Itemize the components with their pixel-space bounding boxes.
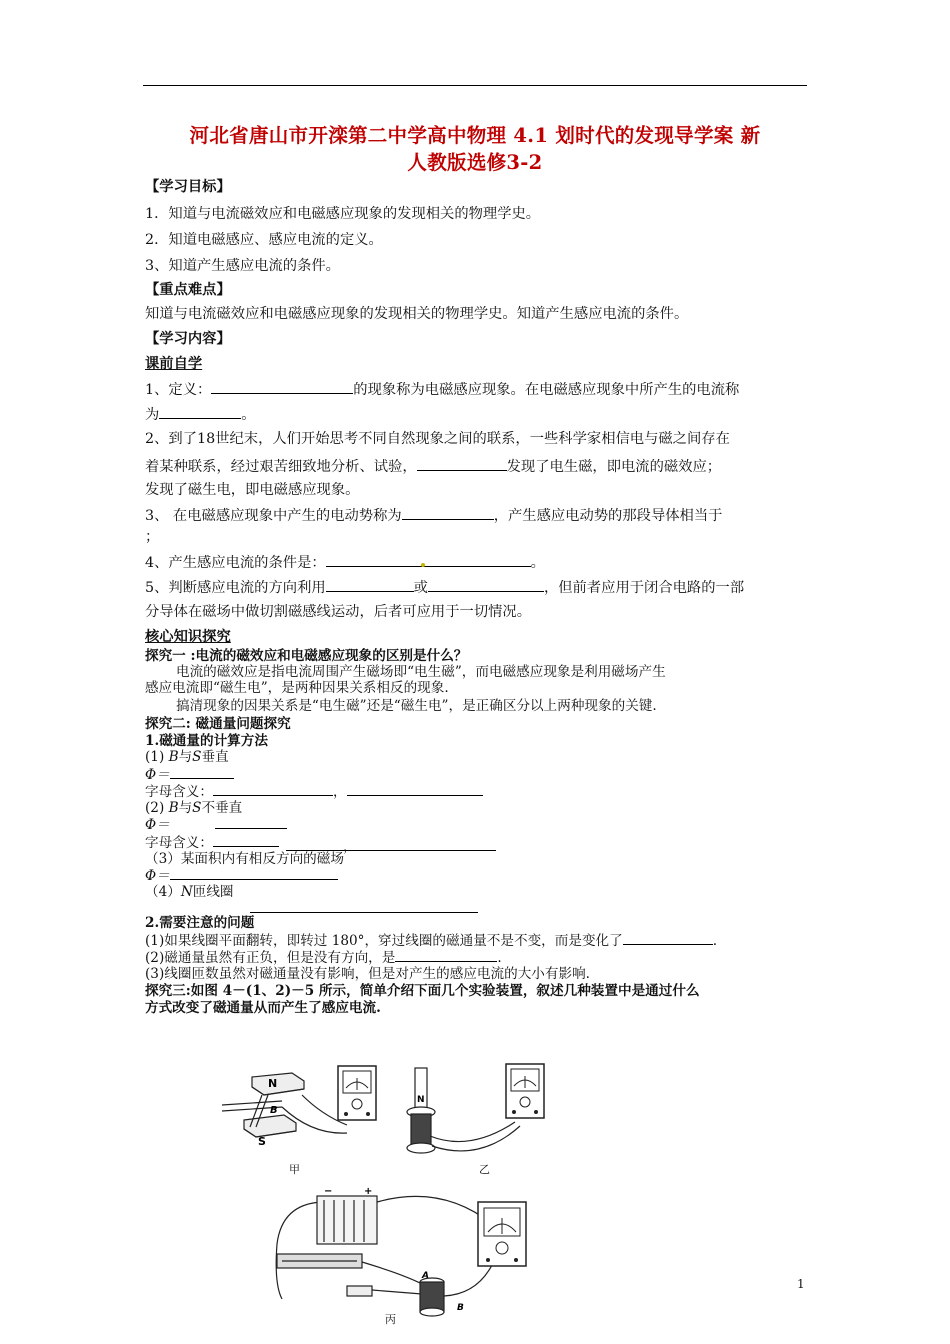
answer-blank[interactable] [250, 912, 478, 913]
case-3: （3）某面积内有相反方向的磁场 [145, 851, 344, 867]
answer-blank[interactable] [428, 577, 544, 592]
figure-label-jia: 甲 [289, 1163, 300, 1176]
dot-mark [421, 563, 425, 567]
note-3: (3)线圈匝数虽然对磁通量没有影响，但是对产生的感应电流的大小有影响. [145, 966, 590, 982]
case-2-letters: 字母含义： [145, 834, 279, 851]
exploration-1-p2: 搞清现象的因果关系是“电生磁”还是“磁生电”，是正确区分以上两种现象的关键. [176, 698, 657, 714]
answer-blank[interactable] [395, 949, 497, 962]
objective-1: 1．知道与电流磁效应和电磁感应现象的发现相关的物理学史。 [145, 206, 541, 222]
label-n: N [268, 1077, 278, 1090]
question-3-cont: ； [145, 529, 160, 545]
label-b: B [457, 1303, 464, 1313]
exploration-1-p1-cont: 感应电流即“磁生电”，是两种因果关系相反的现象. [145, 680, 449, 696]
galvanometer-icon [474, 1198, 530, 1270]
answer-blank[interactable] [170, 766, 234, 779]
answer-blank[interactable] [213, 783, 333, 796]
label-plus: + [364, 1186, 373, 1197]
document-title [145, 122, 805, 176]
label-b: B [270, 1105, 278, 1116]
label-minus: − [324, 1186, 333, 1197]
exploration-1-p1: 电流的磁效应是指电流周围产生磁场即“电生磁”，而电磁感应现象是利用磁场产生 [176, 664, 666, 680]
header-rule [143, 85, 807, 86]
note-2: (2)磁通量虽然有正负，但是没有方向，是 . [145, 950, 502, 966]
question-5-cont: 分导体在磁场中做切割磁感线运动，后者可应用于一切情况。 [145, 604, 532, 620]
objective-2: 2．知道电磁感应、感应电流的定义。 [145, 232, 383, 248]
answer-blank[interactable] [417, 456, 507, 471]
core-heading: 核心知识探究 [145, 629, 231, 645]
question-2-cont: 着某种联系，经过艰苦细致地分析、试验， 发现了电生磁，即电流的磁效应； [145, 456, 721, 476]
objectives-heading: 【学习目标】 [145, 179, 231, 195]
flux-calc-heading: 1.磁通量的计算方法 [145, 733, 268, 749]
answer-blank[interactable] [623, 932, 713, 945]
page-number: 1 [797, 1277, 805, 1291]
keypoints-heading: 【重点难点】 [145, 282, 231, 298]
figure-label-yi: 乙 [479, 1163, 490, 1176]
galvanometer-icon [334, 1062, 380, 1124]
question-2: 2、到了18世纪末，人们开始思考不同自然现象之间的联系，一些科学家相信电与磁之间存在 [145, 431, 730, 447]
case-2: (2) B与S不垂直 [145, 800, 243, 816]
case-4: （4）N匝线圈 [145, 884, 234, 900]
label-n: N [417, 1095, 425, 1105]
answer-blank[interactable] [326, 552, 531, 567]
question-4: 4、产生感应电流的条件是： 。 [145, 552, 545, 572]
comma: ， [343, 839, 357, 855]
question-3: 3、 在电磁感应现象中产生的电动势称为 ，产生感应电动势的那段导体相当于 [145, 505, 722, 525]
exploration-3: 探究三:如图 4－(1、2)－5 所示，简单介绍下面几个实验装置，叙述几种装置中是通过什么 [145, 983, 700, 999]
exploration-2-heading: 探究二: 磁通量问题探究 [145, 716, 291, 732]
question-1: 1、定义： 的现象称为电磁感应现象。在电磁感应现象中所产生的电流称 [145, 379, 739, 399]
answer-blank[interactable] [170, 867, 338, 880]
keypoints-text: 知道与电流磁效应和电磁感应现象的发现相关的物理学史。知道产生感应电流的条件。 [145, 306, 689, 322]
exploration-3-cont: 方式改变了磁通量从而产生了感应电流. [145, 1000, 381, 1016]
galvanometer-icon [502, 1060, 548, 1122]
case-2-phi: Φ＝ [145, 817, 170, 833]
answer-blank[interactable] [402, 505, 494, 520]
answer-blank[interactable] [211, 379, 353, 394]
exploration-1-heading: 探究一 :电流的磁效应和电磁感应现象的区别是什么？ [145, 648, 468, 664]
label-s: S [258, 1135, 266, 1148]
label-a: A [422, 1271, 429, 1281]
case-1: (1) B与S垂直 [145, 749, 229, 765]
answer-blank[interactable] [347, 783, 483, 796]
case-1-phi: Φ＝ [145, 766, 234, 783]
question-5: 5、判断感应电流的方向利用 或 ，但前者应用于闭合电路的一部 [145, 577, 744, 597]
content-heading: 【学习内容】 [145, 331, 231, 347]
answer-blank[interactable] [326, 577, 414, 592]
answer-blank[interactable] [159, 404, 241, 419]
answer-blank[interactable] [213, 834, 279, 847]
answer-blank[interactable] [215, 828, 287, 829]
notes-heading: 2.需要注意的问题 [145, 915, 255, 931]
objective-3: 3、知道产生感应电流的条件。 [145, 258, 340, 274]
case-3-phi: Φ＝ [145, 867, 338, 884]
title-line-1: 河北省唐山市开滦第二中学高中物理 4.1 划时代的发现导学案 新 [189, 124, 761, 147]
figure-label-bing: 丙 [385, 1313, 396, 1326]
title-line-2: 人教版选修3-2 [407, 151, 543, 174]
question-2-cont2: 发现了磁生电，即电磁感应现象。 [145, 482, 360, 498]
note-1: (1)如果线圈平面翻转，即转过 180°，穿过线圈的磁通量不是不变，而是变化了 . [145, 933, 718, 949]
self-study-heading: 课前自学 [145, 356, 203, 372]
case-1-letters: 字母含义： ， [145, 783, 483, 800]
question-1-cont: 为 。 [145, 404, 256, 424]
